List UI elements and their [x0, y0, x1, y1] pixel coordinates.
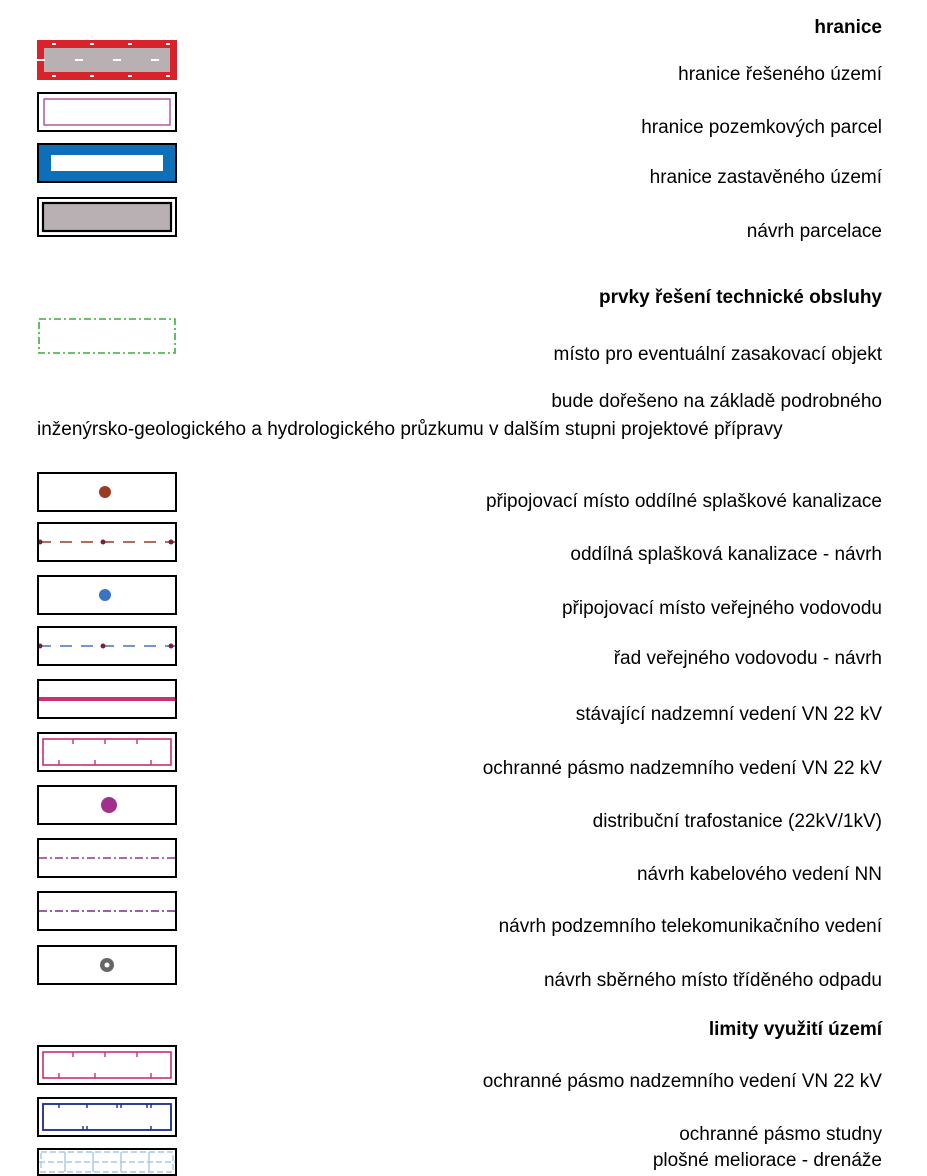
red-white-dashed-boundary-icon: [37, 40, 177, 80]
legend-label: stávající nadzemní vedení VN 22 kV: [575, 704, 882, 725]
brown-dot-icon: [37, 472, 177, 512]
legend-label: návrh podzemního telekomunikačního vedení: [498, 916, 882, 937]
magenta-buffer-icon: [37, 1045, 177, 1085]
note-line-2: inženýrsko-geologického a hydrologického průzkumu v dalším stupni projektové přípravy: [37, 419, 783, 440]
parcel-boundary-icon: [37, 92, 177, 132]
legend-label: ochranné pásmo nadzemního vedení VN 22 kV: [482, 758, 882, 779]
blue-dot-icon: [37, 575, 177, 615]
legend-label: oddílná splašková kanalizace - návrh: [570, 544, 882, 565]
brown-dashed-line-icon: [37, 522, 177, 562]
section-heading-limits: limity využití území: [708, 1019, 882, 1040]
legend-label: návrh kabelového vedení NN: [636, 864, 882, 885]
drainage-icon: [37, 1148, 177, 1176]
section-heading-hranice: hranice: [814, 17, 882, 38]
blue-boundary-icon: [37, 143, 177, 183]
magenta-buffer-icon: [37, 732, 177, 772]
legend-label: ochranné pásmo nadzemního vedení VN 22 kV: [482, 1071, 882, 1092]
gray-parcel-icon: [37, 197, 177, 237]
legend-label: návrh parcelace: [746, 221, 882, 242]
section-heading-technical: prvky řešení technické obsluhy: [598, 287, 882, 308]
magenta-dashdot-line-icon: [37, 838, 177, 878]
legend-label: hranice pozemkových parcel: [641, 117, 882, 138]
legend-label: distribuční trafostanice (22kV/1kV): [592, 811, 882, 832]
magenta-solid-line-icon: [37, 679, 177, 719]
legend-label: připojovací místo oddílné splaškové kanalizace: [485, 491, 882, 512]
legend-label: plošné meliorace - drenáže: [652, 1150, 882, 1171]
purple-dot-icon: [37, 785, 177, 825]
legend-label: připojovací místo veřejného vodovodu: [561, 598, 882, 619]
legend-label: hranice zastavěného území: [649, 167, 882, 188]
legend-label: místo pro eventuální zasakovací objekt: [553, 344, 882, 365]
legend-label: řad veřejného vodovodu - návrh: [613, 648, 882, 669]
legend-label: hranice řešeného území: [678, 64, 882, 85]
green-dashdot-area-icon: [37, 316, 177, 356]
legend-label: návrh sběrného místo tříděného odpadu: [543, 970, 882, 991]
purple-dashdot-line-icon: [37, 891, 177, 931]
note-line-1: bude dořešeno na základě podrobného: [551, 391, 882, 412]
legend-label: ochranné pásmo studny: [679, 1124, 882, 1145]
blue-dashed-line-icon: [37, 626, 177, 666]
gray-ring-icon: [37, 945, 177, 985]
navy-buffer-icon: [37, 1097, 177, 1137]
